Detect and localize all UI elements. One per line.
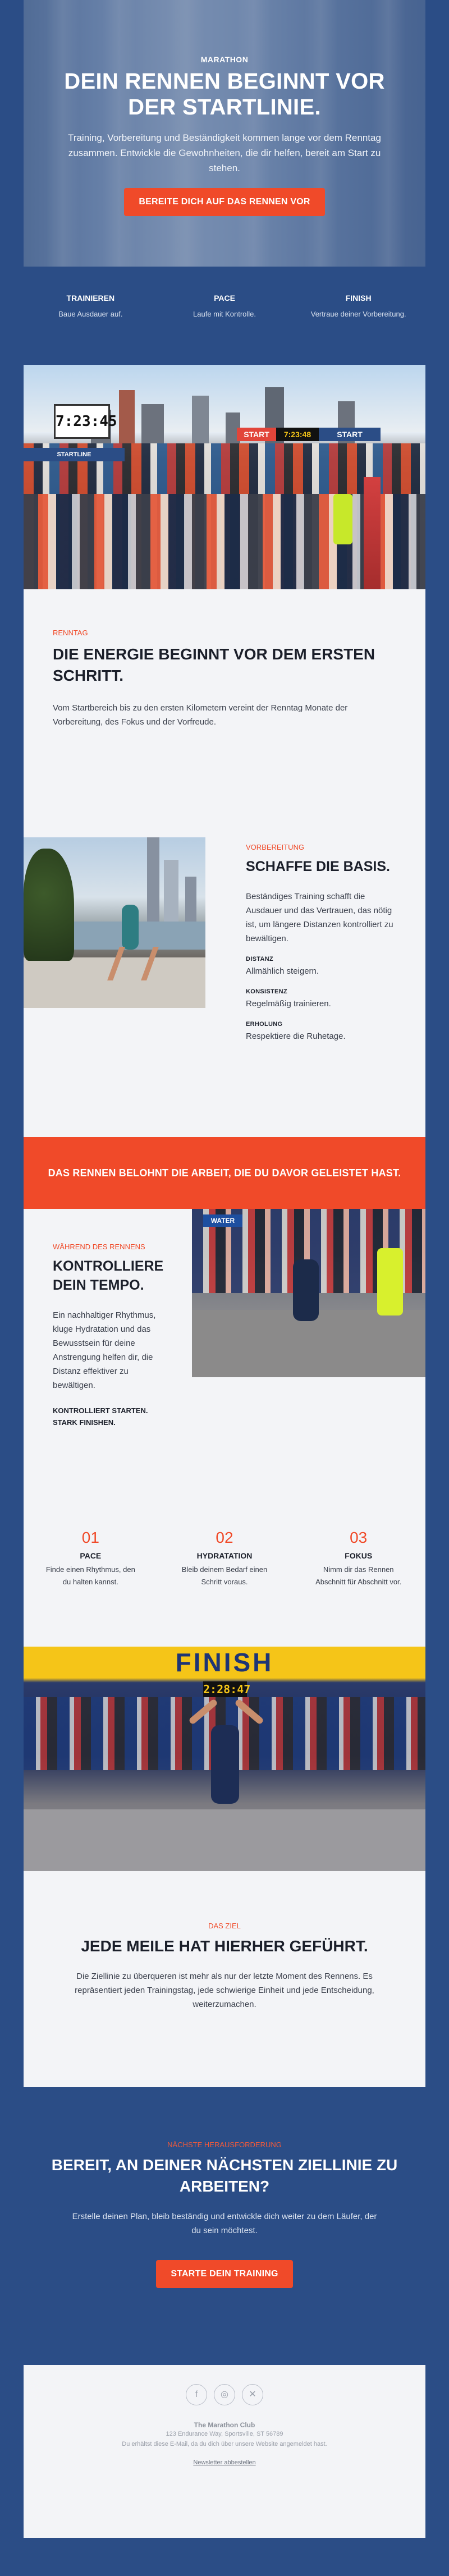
stat-text: Finde einen Rhythmus, den du halten kannst. <box>45 1565 135 1586</box>
social-icons <box>24 2384 425 2405</box>
start-clock: 7:23:48 <box>276 428 319 441</box>
stat-pace <box>24 1529 158 1647</box>
prepare-race-button[interactable]: BEREITE DICH AUF DAS RENNEN VOR <box>124 188 324 216</box>
section-eyebrow: DAS ZIEL <box>208 1922 241 1930</box>
tip-value: Allmählich steigern. <box>246 966 319 976</box>
tip-key: ERHOLUNG <box>246 1021 283 1028</box>
focus-stats <box>24 1478 425 1647</box>
hero-title: DEIN RENNEN BEGINNT VOR DER STARTLINIE. <box>64 69 385 120</box>
hero-eyebrow: MARATHON <box>200 55 249 64</box>
section-eyebrow: WÄHREND DES RENNENS <box>53 1243 145 1251</box>
finish-clock: 2:28:47 <box>203 1683 251 1696</box>
section-text: Die Ziellinie zu überqueren ist mehr als nur der letzte Moment des Rennens. Es repräsentiert jeden Trainingstag, jede schwierige Einheit und jede Entscheidung, weiterzumachen. <box>75 1972 374 2009</box>
reward-banner: DAS RENNEN BELOHNT DIE ARBEIT, DIE DU DAVOR GELEISTET HAST. <box>24 1137 425 1209</box>
pace-text <box>24 1209 192 1478</box>
pace-tagline: KONTROLLIERT STARTEN. STARK FINISHEN. <box>53 1406 148 1427</box>
tip-consistency <box>246 988 396 1011</box>
section-text: Ein nachhaltiger Rhythmus, kluge Hydratation und das Bewusstsein für deine Anstrengung helfen dir, die Distanz effektiver zu bewältigen. <box>53 1310 156 1390</box>
section-text: Beständiges Training schafft die Ausdauer und das Vertrauen, das nötig ist, um längere Distanzen kontrolliert zu bewältigen. <box>246 892 393 943</box>
water-sign: WATER <box>203 1214 242 1227</box>
pillar-pace <box>158 294 292 365</box>
tip-value: Respektiere die Ruhetage. <box>246 1032 346 1041</box>
stat-focus <box>291 1529 425 1647</box>
preparation-section <box>24 776 425 1137</box>
section-eyebrow: VORBEREITUNG <box>246 843 305 851</box>
race-runner-photo <box>192 1209 425 1377</box>
unsubscribe-link[interactable]: Newsletter abbestellen <box>193 2459 256 2466</box>
org-address: 123 Endurance Way, Sportsville, ST 56789 <box>166 2431 283 2437</box>
section-eyebrow: RENNTAG <box>53 629 88 637</box>
stat-number: 01 <box>81 1529 99 1546</box>
cta-title: BEREIT, AN DEINER NÄCHSTEN ZIELLINIE ZU ARBEITEN? <box>51 2156 398 2195</box>
section-title: KONTROLLIERE DEIN TEMPO. <box>53 1258 164 1293</box>
goal-section <box>24 1871 425 2087</box>
section-title: JEDE MEILE HAT HIERHER GEFÜHRT. <box>81 1937 368 1955</box>
pillar-title: PACE <box>214 294 235 302</box>
start-line-photo <box>24 365 425 589</box>
race-clock: 7:23:45 <box>54 404 110 439</box>
facebook-icon[interactable]: f <box>186 2384 207 2405</box>
section-text: Vom Startbereich bis zu den ersten Kilometern vereint der Renntag Monate der Vorbereitung, des Fokus und der Vorfreude. <box>53 703 348 727</box>
training-runner-photo <box>24 837 205 1008</box>
start-banner-2: START <box>319 428 381 441</box>
stat-number: 02 <box>216 1529 233 1546</box>
preparation-text <box>205 776 425 1137</box>
cta-eyebrow: NÄCHSTE HERAUSFORDERUNG <box>167 2140 282 2149</box>
tip-recovery <box>246 1021 396 1043</box>
org-name: The Marathon Club <box>194 2421 255 2429</box>
pace-section <box>24 1209 425 1478</box>
pillars-row <box>24 267 425 365</box>
instagram-icon[interactable]: ◎ <box>214 2384 235 2405</box>
stat-text: Nimm dir das Rennen Abschnitt für Abschnitt vor. <box>315 1565 402 1586</box>
email-container <box>24 0 425 2538</box>
x-icon[interactable]: ✕ <box>242 2384 263 2405</box>
footer <box>24 2365 425 2538</box>
section-title: SCHAFFE DIE BASIS. <box>246 859 390 874</box>
start-banner: START <box>237 428 276 441</box>
cta-text: Erstelle deinen Plan, bleib beständig und entwickle dich weiter zu dem Läufer, der du sein möchtest. <box>72 2212 377 2235</box>
section-title: DIE ENERGIE BEGINNT VOR DEM ERSTEN SCHRITT. <box>53 645 375 684</box>
tip-value: Regelmäßig trainieren. <box>246 999 331 1009</box>
pillar-text: Laufe mit Kontrolle. <box>193 310 256 318</box>
stat-title: FOKUS <box>345 1551 373 1560</box>
finish-arch: FINISH <box>24 1647 425 1678</box>
hero-section <box>24 0 425 267</box>
finish-line-photo <box>24 1647 425 1871</box>
pillar-text: Vertraue deiner Vorbereitung. <box>310 310 406 318</box>
race-day-section <box>24 589 425 776</box>
startline-banner: STARTLINE <box>24 448 125 461</box>
tip-key: KONSISTENZ <box>246 988 287 995</box>
pillar-title: FINISH <box>345 294 372 302</box>
stat-title: HYDRATATION <box>196 1551 253 1560</box>
hero-text: Training, Vorbereitung und Beständigkeit kommen lange vor dem Renntag zusammen. Entwickle die Gewohnheiten, die dir helfen, bereit am Start zu stehen. <box>68 132 381 173</box>
pillar-title: TRAINIEREN <box>66 294 115 302</box>
stat-number: 03 <box>350 1529 368 1546</box>
tip-key: DISTANZ <box>246 956 273 962</box>
pillar-finish <box>291 294 425 365</box>
stat-title: PACE <box>80 1551 102 1560</box>
pillar-text: Baue Ausdauer auf. <box>58 310 123 318</box>
pillar-train <box>24 294 158 365</box>
cta-section <box>24 2087 425 2365</box>
tip-distance <box>246 956 396 978</box>
start-training-button[interactable]: STARTE DEIN TRAINING <box>156 2260 292 2288</box>
stat-hydration <box>158 1529 292 1647</box>
stat-text: Bleib deinem Bedarf einen Schritt voraus. <box>181 1565 268 1586</box>
subscription-notice: Du erhältst diese E-Mail, da du dich über unsere Website angemeldet hast. <box>122 2441 327 2447</box>
